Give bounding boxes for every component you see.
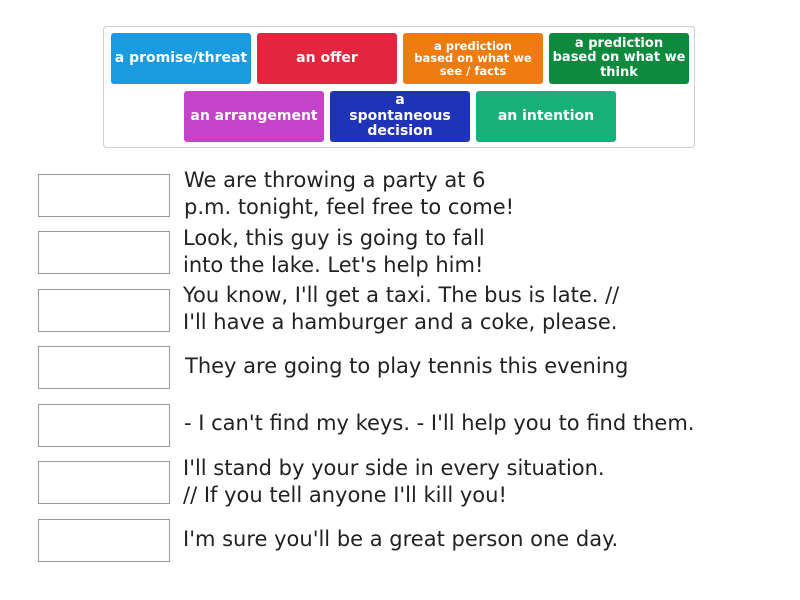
sentence-5: - I can't find my keys. - I'll help you to find them. bbox=[184, 411, 695, 435]
drop-box-4[interactable] bbox=[38, 346, 170, 389]
tile-offer[interactable] bbox=[257, 33, 397, 84]
sentence-3: You know, I'll get a taxi. The bus is late. // I'll have a hamburger and a coke, please. bbox=[183, 283, 620, 334]
tile-label: an offer bbox=[296, 49, 358, 66]
tile-label: an arrangement bbox=[190, 107, 318, 124]
tile-label: a spontaneous decision bbox=[349, 92, 451, 140]
drop-box-3[interactable] bbox=[38, 289, 170, 332]
sentence-2: Look, this guy is going to fall into the lake. Let's help him! bbox=[183, 226, 485, 277]
tile-intention[interactable] bbox=[476, 91, 616, 142]
tile-prediction-facts[interactable] bbox=[403, 33, 543, 84]
sentence-4: They are going to play tennis this evening bbox=[185, 354, 629, 378]
drop-box-5[interactable] bbox=[38, 404, 170, 447]
tile-arrangement[interactable] bbox=[184, 91, 324, 142]
tile-prediction-think[interactable] bbox=[549, 33, 689, 84]
sentence-7: I'm sure you'll be a great person one day. bbox=[183, 527, 619, 551]
sentence-1: We are throwing a party at 6 p.m. tonight, feel free to come! bbox=[184, 168, 515, 219]
drop-box-2[interactable] bbox=[38, 231, 170, 274]
tile-label: a promise/threat bbox=[114, 49, 248, 66]
sentence-6: I'll stand by your side in every situation. // If you tell anyone I'll kill you! bbox=[183, 456, 605, 507]
drop-box-7[interactable] bbox=[38, 519, 170, 562]
tile-label: a prediction based on what we think bbox=[552, 36, 686, 80]
tile-label: a prediction based on what we see / facts bbox=[414, 38, 532, 78]
tile-spontaneous-decision[interactable] bbox=[330, 91, 470, 142]
tile-label: an intention bbox=[497, 107, 595, 124]
answer-bank bbox=[103, 26, 695, 148]
drop-box-1[interactable] bbox=[38, 174, 170, 217]
tile-promise-threat[interactable] bbox=[111, 33, 251, 84]
drop-box-6[interactable] bbox=[38, 461, 170, 504]
